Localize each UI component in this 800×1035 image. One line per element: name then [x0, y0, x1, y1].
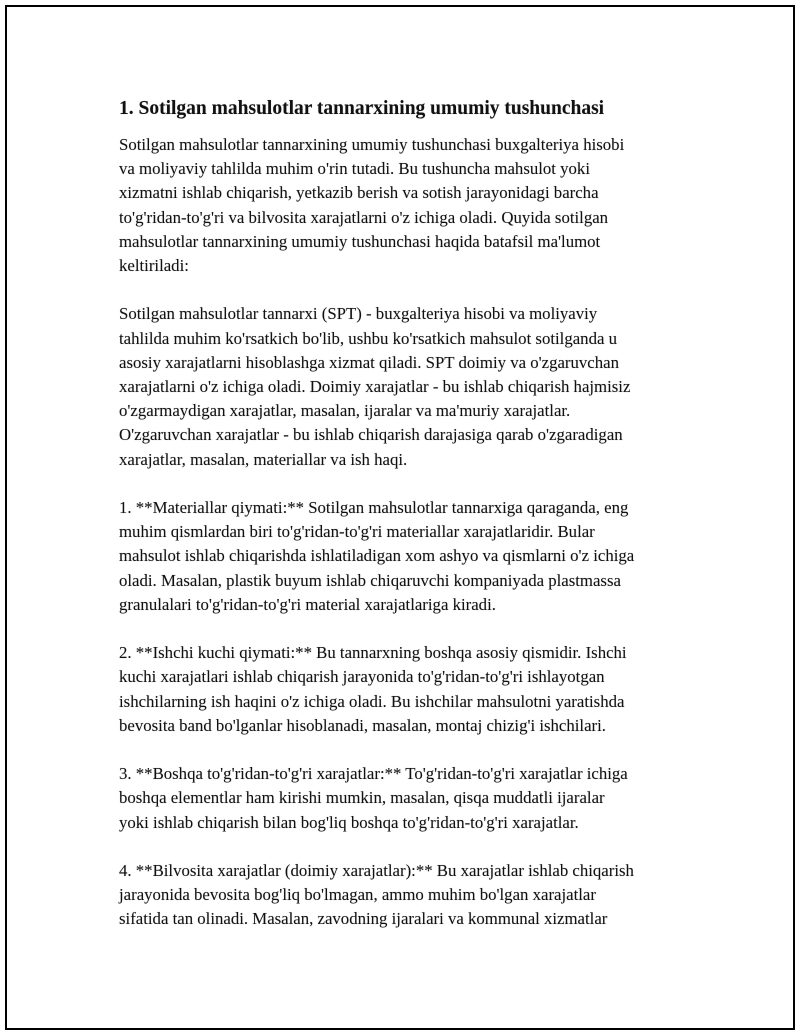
- labor-cost-paragraph: 2. **Ishchi kuchi qiymati:** Bu tannarxning boshqa asosiy qismidir. Ishchi kuchi xarajatlari ishlab chiqarish jarayonida to'g'ridan-to'g'ri ishlayotgan ishchilarning ish haqini o'z ichiga oladi. Bu ishchilar mahsulotni yaratishda bevosita band bo'lganlar hisoblanadi, masalan, montaj chizig'i ishchilari.: [119, 643, 627, 735]
- section-heading: 1. Sotilgan mahsulotlar tannarxining umumiy tushunchasi: [119, 98, 605, 119]
- document-content: [119, 97, 699, 956]
- indirect-costs-paragraph: 4. **Bilvosita xarajatlar (doimiy xarajatlar):** Bu xarajatlar ishlab chiqarish jarayonida bevosita bog'liq bo'lmagan, ammo muhim bo'lgan xarajatlar sifatida tan olinadi. Masalan, zavodning ijaralari va kommunal xizmatlar: [119, 861, 634, 929]
- spt-definition-paragraph: Sotilgan mahsulotlar tannarxi (SPT) - buxgalteriya hisobi va moliyaviy tahlilda muhim ko'rsatkich bo'lib, ushbu ko'rsatkich mahsulot sotilganda u asosiy xarajatlarni hisoblashga xizmat qiladi. SPT doimiy va o'zgaruvchan xarajatlarni o'z ichiga oladi. Doimiy xarajatlar - bu ishlab chiqarish hajmisiz o'zgarmaydigan xarajatlar, masalan, ijaralar va ma'muriy xarajatlar. O'zgaruvchan xarajatlar - bu ishlab chiqarish darajasiga qarab o'zgaradigan xarajatlar, masalan, materiallar va ish haqi.: [119, 304, 631, 469]
- materials-cost-paragraph: 1. **Materiallar qiymati:** Sotilgan mahsulotlar tannarxiga qaraganda, eng muhim qismlardan biri to'g'ridan-to'g'ri materiallar xarajatlaridir. Bular mahsulot ishlab chiqarishda ishlatiladigan xom ashyo va qismlarni o'z ichiga oladi. Masalan, plastik buyum ishlab chiqaruvchi kompaniyada plastmassa granulalari to'g'ridan-to'g'ri material xarajatlariga kiradi.: [119, 498, 635, 614]
- document-page: [5, 5, 795, 1030]
- intro-paragraph: Sotilgan mahsulotlar tannarxining umumiy tushunchasi buxgalteriya hisobi va moliyaviy tahlilda muhim o'rin tutadi. Bu tushuncha mahsulot yoki xizmatni ishlab chiqarish, yetkazib berish va sotish jarayonidagi barcha to'g'ridan-to'g'ri va bilvosita xarajatlarni o'z ichiga oladi. Quyida sotilgan mahsulotlar tannarxining umumiy tushunchasi haqida batafsil ma'lumot keltiriladi:: [119, 135, 625, 276]
- other-direct-costs-paragraph: 3. **Boshqa to'g'ridan-to'g'ri xarajatlar:** To'g'ridan-to'g'ri xarajatlar ichiga boshqa elementlar ham kirishi mumkin, masalan, qisqa muddatli ijaralar yoki ishlab chiqarish bilan bog'liq boshqa to'g'ridan-to'g'ri xarajatlar.: [119, 764, 628, 832]
